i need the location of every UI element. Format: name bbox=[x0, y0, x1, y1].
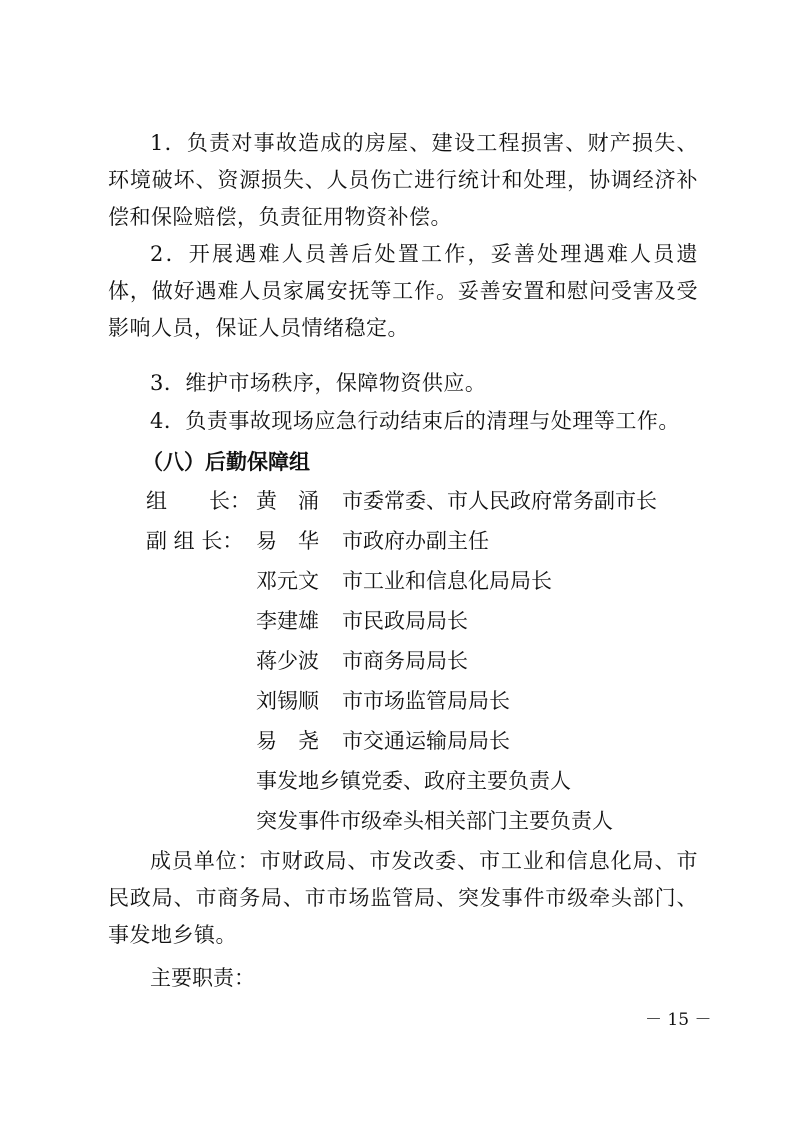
deputy-extra: 事发地乡镇党委、政府主要负责人 bbox=[256, 769, 571, 793]
deputy-title: 市市场监管局局长 bbox=[342, 689, 510, 713]
page-number: － 15 － bbox=[645, 1010, 712, 1030]
deputy-title: 市政府办副主任 bbox=[342, 529, 489, 553]
leader-name: 黄 涌 bbox=[256, 489, 319, 513]
deputy-name: 李建雄 bbox=[256, 609, 319, 633]
duty-item-2: 2．开展遇难人员善后处置工作，妥善处理遇难人员遗体，做好遇难人员家属安抚等工作。妥善安置和慰问受害及受影响人员，保证人员情绪稳定。 bbox=[108, 242, 698, 340]
deputy-title: 市交通运输局局长 bbox=[342, 729, 510, 753]
duty-item-1: 1．负责对事故造成的房屋、建设工程损害、财产损失、环境破坏、资源损失、人员伤亡进行统计和处理，协调经济补偿和保险赔偿，负责征用物资补偿。 bbox=[108, 131, 698, 229]
deputy-title: 市工业和信息化局局长 bbox=[342, 569, 552, 593]
section-heading: （八）后勤保障组 bbox=[142, 450, 310, 474]
deputy-name: 蒋少波 bbox=[256, 649, 319, 673]
member-units: 成员单位：市财政局、市发改委、市工业和信息化局、市民政局、市商务局、市市场监管局、突发事件市级牵头部门、事发地乡镇。 bbox=[108, 849, 698, 947]
duty-item-3: 3．维护市场秩序，保障物资供应。 bbox=[150, 371, 487, 395]
leader-label: 组 长： bbox=[146, 489, 251, 513]
duty-item-4: 4．负责事故现场应急行动结束后的清理与处理等工作。 bbox=[150, 409, 680, 433]
deputy-name: 邓元文 bbox=[256, 569, 319, 593]
deputy-title: 市商务局局长 bbox=[342, 649, 468, 673]
leader-title: 市委常委、市人民政府常务副市长 bbox=[342, 489, 657, 513]
deputy-extra: 突发事件市级牵头相关部门主要负责人 bbox=[256, 809, 613, 833]
deputy-title: 市民政局局长 bbox=[342, 609, 468, 633]
deputy-name: 易 尧 bbox=[256, 729, 319, 753]
main-duties-label: 主要职责： bbox=[150, 966, 255, 990]
deputy-label: 副 组 长： bbox=[146, 529, 244, 553]
deputy-name: 刘锡顺 bbox=[256, 689, 319, 713]
deputy-name: 易 华 bbox=[256, 529, 319, 553]
